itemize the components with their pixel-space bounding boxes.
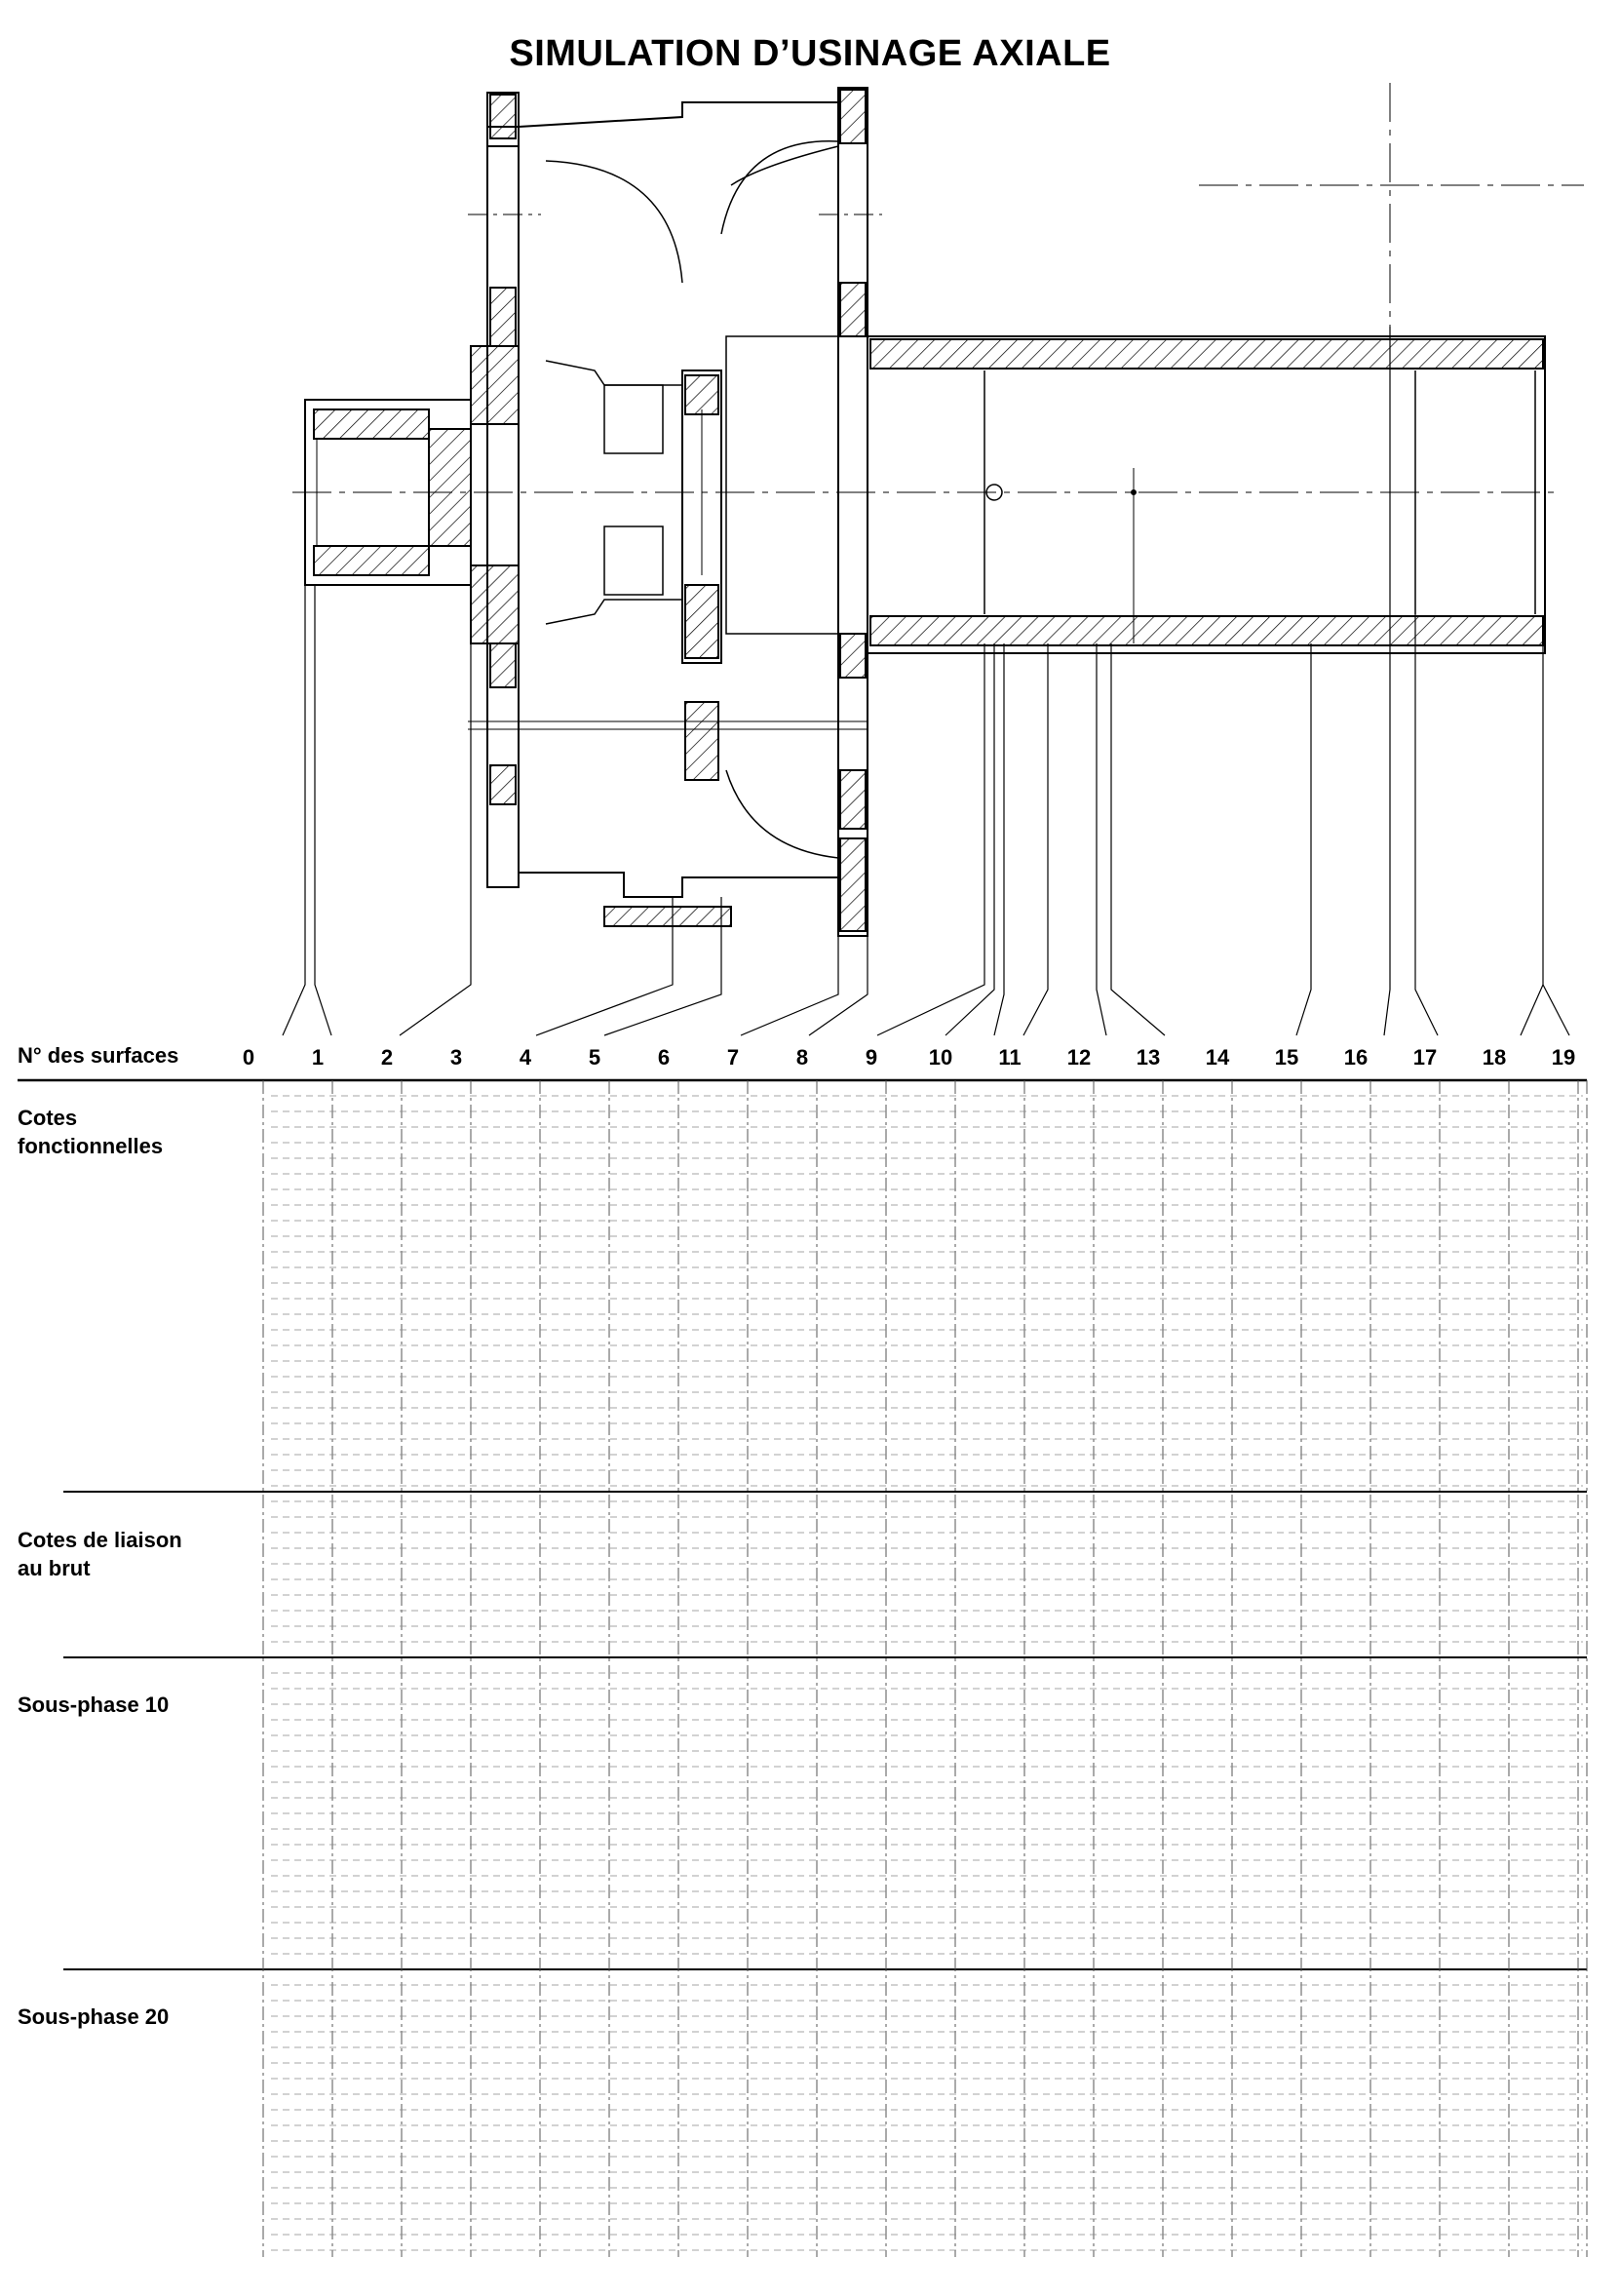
surface-number: 14 xyxy=(1205,1045,1230,1070)
section-label-line: fonctionnelles xyxy=(18,1134,164,1158)
surface-number: 13 xyxy=(1136,1045,1161,1070)
surface-number: 2 xyxy=(380,1045,394,1070)
section-label-line: Sous-phase 20 xyxy=(18,2004,170,2029)
surface-number: 11 xyxy=(998,1045,1022,1070)
surfaces-table-grid xyxy=(18,1080,1587,2257)
surface-number: 5 xyxy=(588,1045,601,1070)
surface-number: 8 xyxy=(795,1045,809,1070)
section-label-subphase-20 xyxy=(18,2003,169,2031)
surface-number: 7 xyxy=(726,1045,740,1070)
surface-number: 17 xyxy=(1412,1045,1438,1070)
section-label-line: au brut xyxy=(18,1556,91,1580)
surface-number: 10 xyxy=(928,1045,953,1070)
surface-number: 18 xyxy=(1482,1045,1507,1070)
section-label-raw-link xyxy=(18,1526,182,1582)
section-label-functional xyxy=(18,1104,163,1160)
surface-number: 19 xyxy=(1551,1045,1576,1070)
surface-number: 6 xyxy=(657,1045,671,1070)
surface-number: 12 xyxy=(1066,1045,1092,1070)
surface-number: 9 xyxy=(865,1045,878,1070)
section-label-line: Sous-phase 10 xyxy=(18,1693,170,1717)
long-tube xyxy=(868,336,1545,653)
surface-number: 1 xyxy=(311,1045,325,1070)
section-label-subphase-10 xyxy=(18,1691,169,1719)
surface-number: 15 xyxy=(1274,1045,1299,1070)
surface-number: 4 xyxy=(519,1045,532,1070)
surface-leader-lines xyxy=(283,327,1569,1035)
surface-number: 16 xyxy=(1343,1045,1369,1070)
section-label-line: Cotes xyxy=(18,1106,78,1130)
surface-number: 3 xyxy=(449,1045,463,1070)
page-title: SIMULATION D’USINAGE AXIALE xyxy=(509,33,1111,74)
surfaces-header-label: N° des surfaces xyxy=(18,1043,179,1068)
surface-number: 0 xyxy=(242,1045,255,1070)
section-label-line: Cotes de liaison xyxy=(18,1528,182,1552)
